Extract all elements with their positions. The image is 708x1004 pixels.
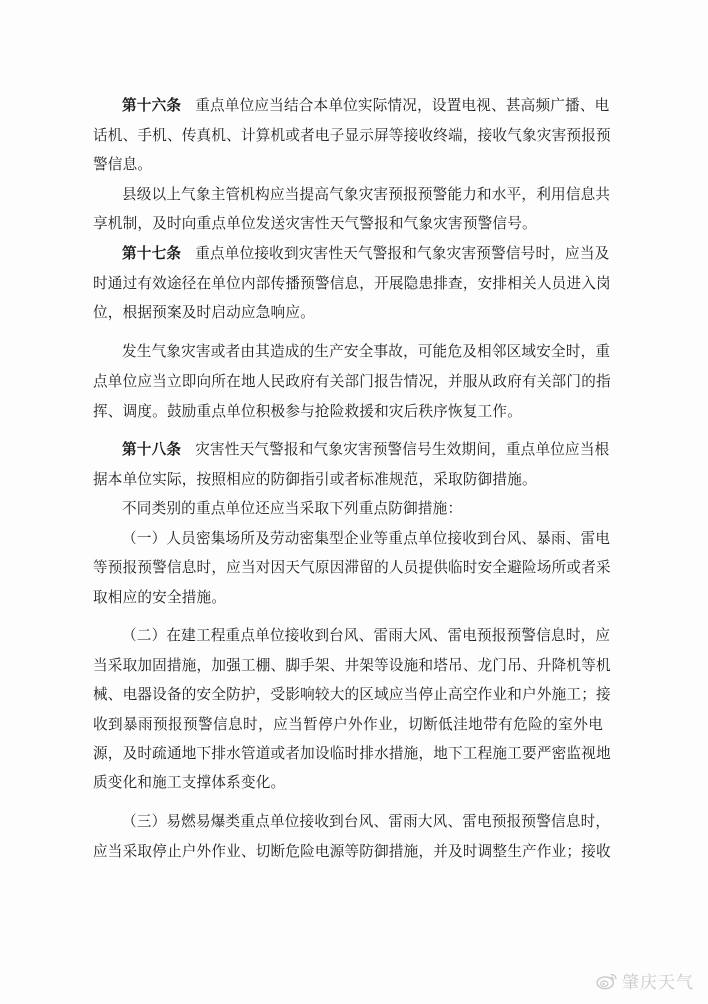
article-heading: 第十七条 xyxy=(122,245,182,262)
text-line xyxy=(122,244,610,264)
text-line: 点单位应当立即向所在地人民政府有关部门报告情况，并服从政府有关部门的指 xyxy=(93,373,611,390)
text-line: 据本单位实际，按照相应的防御指引或者标准规范，采取防御措施。 xyxy=(93,471,537,488)
article-heading: 第十八条 xyxy=(122,441,182,458)
text-line: 县级以上气象主管机构应当提高气象灾害预报预警能力和水平，利用信息共 xyxy=(122,186,611,203)
text-line: 享机制，及时向重点单位发送灾害性天气警报和气象灾害预警信号。 xyxy=(93,215,537,232)
line-text: 灾害性天气警报和气象灾害预警信号生效期间，重点单位应当根 xyxy=(195,441,610,458)
text-line: 话机、手机、传真机、计算机或者电子显示屏等接收终端，接收气象灾害预报预 xyxy=(93,127,611,144)
text-line: （三）易燃易爆类重点单位接收到台风、雷雨大风、雷电预报预警信息时， xyxy=(122,813,611,830)
text-line: 取相应的安全措施。 xyxy=(93,589,227,606)
text-line: 时通过有效途径在单位内部传播预警信息，开展隐患排查，安排相关人员进入岗 xyxy=(93,275,611,292)
line-text: 重点单位应当结合本单位实际情况，设置电视、甚高频广播、电 xyxy=(195,97,610,114)
text-line: 不同类别的重点单位还应当采取下列重点防御措施： xyxy=(122,500,463,517)
text-line: 当采取加固措施，加强工棚、脚手架、井架等设施和塔吊、龙门吊、升降机等机 xyxy=(93,657,611,674)
text-line: 警信息。 xyxy=(93,156,153,173)
text-line: 质变化和施工支撑体系变化。 xyxy=(93,774,286,791)
text-line: （二）在建工程重点单位接收到台风、雷雨大风、雷电预报预警信息时，应 xyxy=(122,627,611,644)
text-line: 挥、调度。鼓励重点单位积极参与抢险救援和灾后秩序恢复工作。 xyxy=(93,403,523,420)
text-line: 发生气象灾害或者由其造成的生产安全事故，可能危及相邻区域安全时，重 xyxy=(122,343,611,360)
text-line xyxy=(122,440,610,460)
text-line: （一）人员密集场所及劳动密集型企业等重点单位接收到台风、暴雨、雷电 xyxy=(122,530,611,547)
watermark xyxy=(596,968,694,993)
watermark-text: 肇庆天气 xyxy=(622,973,694,993)
text-line: 应当采取停止户外作业、切断危险电源等防御措施，并及时调整生产作业；接收 xyxy=(93,843,611,860)
text-line: 源，及时疏通地下排水管道或者加设临时排水措施，地下工程施工要严密监视地 xyxy=(93,745,611,762)
weibo-icon xyxy=(596,972,618,990)
text-line: 收到暴雨预报预警信息时，应当暂停户外作业，切断低洼地带有危险的室外电 xyxy=(93,716,603,733)
article-heading: 第十六条 xyxy=(122,97,182,114)
line-text: 重点单位接收到灾害性天气警报和气象灾害预警信号时，应当及 xyxy=(195,245,610,262)
text-line: 等预报预警信息时，应当对因天气原因滞留的人员提供临时安全避险场所或者采 xyxy=(93,559,611,576)
text-line: 位，根据预案及时启动应急响应。 xyxy=(93,304,315,321)
text-line: 械、电器设备的安全防护，受影响较大的区域应当停止高空作业和户外施工；接 xyxy=(93,686,611,703)
text-line xyxy=(122,96,610,116)
